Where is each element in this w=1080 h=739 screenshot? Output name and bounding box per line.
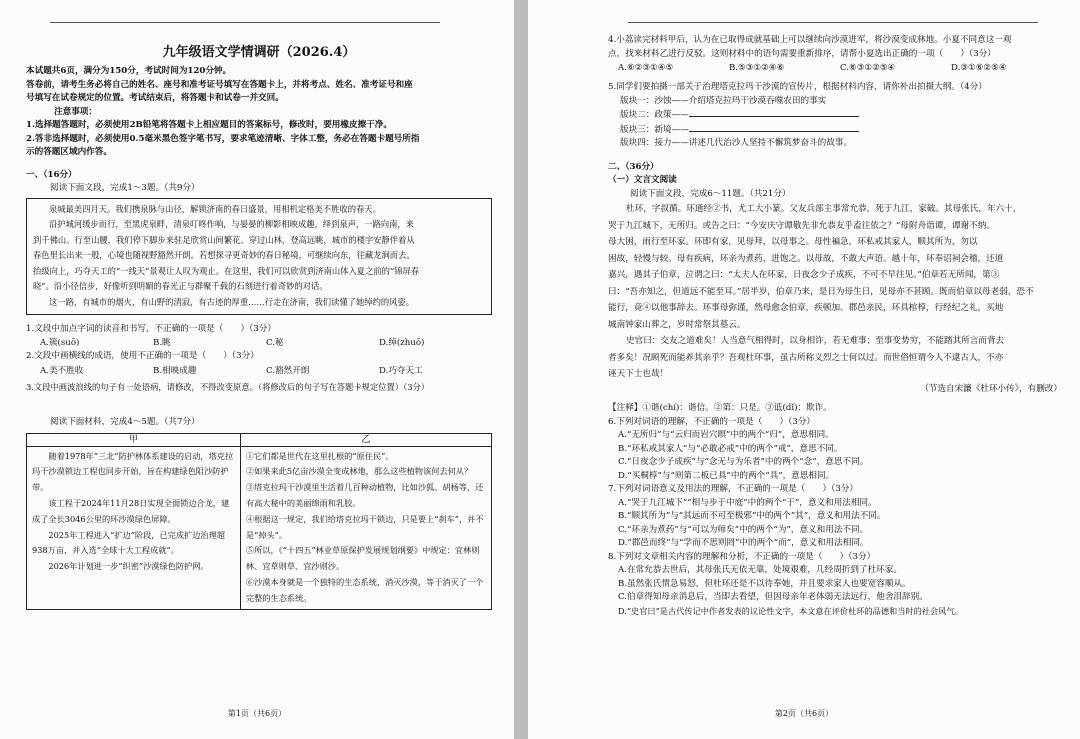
exam-page-2 <box>528 0 1080 739</box>
passage-box <box>26 198 492 315</box>
section-two-heading: 二、（36分） <box>608 161 659 172</box>
option[interactable]: D.③①⑥②⑤④ <box>951 63 1007 73</box>
question-5: 5.同学们要拍摄一部关于治理塔克拉玛干沙漠的宣传片，根据材料内容，请你补出拍摄大纲。（4分） <box>608 82 987 92</box>
question-4-line: 4.小荔读完材料甲后，认为在已取得成就基础上可以继续向沙漠进军，将沙漠变成林地。小夏不同意这一观 <box>608 35 1012 45</box>
material-jia <box>27 446 241 609</box>
classical-passage <box>608 201 1062 383</box>
question-2-options <box>26 364 492 378</box>
option[interactable]: B.“环私戒其家人”与“必敢必戒”中的两个“戒”，意思不同。 <box>618 443 843 454</box>
passage-line: 这一路，有城市的烟火，有山野的清寂，有古迹的厚重……行走在济南，我们读懂了她绰约的风姿。 <box>49 297 415 308</box>
header-rule <box>628 22 1038 23</box>
passage-line: 到千佛山。行至山腰，我们停下脚步来驻足欣赏山间繁花。穿过山林，登高远眺，城市的楼宇安静伴着从 <box>33 234 415 245</box>
annotation-note: 【注释】①谐(chí)：谐信。②第：只是。③诋(dǐ)：欺诈。 <box>608 403 832 413</box>
option[interactable]: C.“日夜念少子成疾”与“念无与为乐者”中的两个“念”，意思不同。 <box>618 457 869 467</box>
passage-line: 春色里长出来一般，心境也随视野豁然开朗。若想探寻更奇妙的春日秘境，可继续向东，往藏龙涧而去。 <box>33 250 415 261</box>
option[interactable]: D.绰(zhuō) <box>379 338 425 349</box>
option[interactable]: A.美不胜收 <box>40 365 84 376</box>
option[interactable]: A.“无所归”与“云归而岩穴暝”中的两个“归”，意思相同。 <box>618 430 834 440</box>
option[interactable]: C.秘 <box>266 338 284 349</box>
option[interactable]: A.⑥②③①④⑤ <box>618 63 674 73</box>
material-yi-sentence: ⑤所以，《“十四五”林业草原保护发展规划纲要》中规定：宜林则林、宜草则草、宜沙则沙。 <box>245 545 480 572</box>
reading-prompt-2: 阅读下面材料，完成4～5题。（共7分） <box>50 417 200 428</box>
outline-label: 版块三：新境—— <box>620 124 689 135</box>
option[interactable]: C.“环亲为煮药”与“可以为师矣”中的两个“为”，意义和用法不同。 <box>618 524 869 535</box>
passage-line: 泉城最美四月天。我们携泉脉与山径，解锁济南的春日盛景，用相机定格美不胜收的春天。 <box>49 203 381 214</box>
passage-line: 抬级向上，巧夺天工的“一线天”景观让人叹为观止。在这里，我们可以欣赏到济南山体入夏之前的“锦屏春 <box>33 265 420 276</box>
intro-line: 号填写在试卷规定的位置。考试结束后，将答题卡和试卷一并交回。 <box>26 93 284 103</box>
option[interactable]: C.伯章得知母亲消息后，当即去看望，但因母亲年老体弱无法远行，他舍泪辞别。 <box>618 592 928 602</box>
material-yi-sentence: ①它们都是世代在这里扎根的“原住民”。 <box>245 450 394 461</box>
answer-blank[interactable] <box>689 123 859 132</box>
question-7: 7.下列对词语意义及用法的理解，不正确的一项是（ ）（3分） <box>608 484 858 494</box>
option[interactable]: B.⑤③①②④⑥ <box>729 63 785 73</box>
classical-line: 城南钟家山葬之，岁时常祭其墓云。 <box>608 319 746 330</box>
page-number: 第2页（共6页） <box>774 709 834 718</box>
material-yi <box>240 446 491 609</box>
section-one-heading: 一、（16分） <box>26 169 77 180</box>
option[interactable]: A.“哭于九江城下”“相与步于中庭”中的两个“于”，意义和用法相同。 <box>618 497 877 508</box>
material-jia-para: 随着1978年“三北”防护林体系建设的启动，塔克拉玛干沙漠锁边工程也同步开始，旨在构建绿色阻沙防护带。 <box>32 450 234 493</box>
question-6: 6.下列对词语的理解，不正确的一项是（ ）（3分） <box>608 416 816 427</box>
classical-line: 诬天下士也哉！ <box>608 369 669 379</box>
option[interactable]: A.簇(suō) <box>40 338 80 349</box>
material-table <box>26 433 492 610</box>
classical-line: 曰：“吾亦知之，但道远不能至耳。”居半岁，伯章乃来，是日为母生日，见母亦不甚顾。既而伯章以母老弱，恐不 <box>608 286 1034 297</box>
table-header-yi: 乙 <box>240 433 491 446</box>
classical-line: 母大困，雨行至环家。环即有家，见母拜，以母事之。母性褊急，环私戒其家人，顺其所为，勿以 <box>608 237 978 247</box>
option[interactable]: D.“史官曰”是古代传记中作者发表的议论性文字，本文意在评价杜环的品德和当时的社会风气。 <box>618 605 963 616</box>
question-4-line: 点，找来材料乙进行反驳。这则材料中的语句需要重新排序，请帮小夏选出正确的一项（ ）（3分） <box>608 48 996 59</box>
notice-heading: 注意事项： <box>54 106 97 117</box>
reading-prompt-1: 阅读下面文段，完成1～3题。（共9分） <box>50 183 200 193</box>
exam-page-1 <box>0 0 514 739</box>
outline-line <box>608 108 1062 123</box>
classical-line: 史官曰：交友之道难矣！人当意气相得时，以身相许，若无难事；至事变势穷，不能踏其所言而背去 <box>626 336 1005 346</box>
question-4-options <box>608 61 1062 75</box>
option[interactable]: B.“顺其所为”与“其远而不可至极邪”中的两个“其”，意义和用法不同。 <box>618 511 886 521</box>
page-number: 第1页（共6页） <box>227 709 287 718</box>
option[interactable]: B.虽然张氏情急易怒，但杜环还是不以待奉她，并且要求家人也要宽容顺从。 <box>618 578 911 589</box>
subsection-heading: （一）文言文阅读 <box>608 175 677 185</box>
material-yi-sentence: ③塔克拉玛干沙漠里生活着几百种动植物，比如沙狐、胡杨等，还有高大秘中的美丽绵雨和乳胶。 <box>245 482 484 509</box>
material-yi-sentence: ④根据这一规定，我们给塔克拉玛干锁边，只是要上“刹车”，并不是“掉头”。 <box>245 513 484 540</box>
option[interactable]: C.⑥③①②⑤④ <box>840 63 896 73</box>
outline-line: 版块四：接力——讲述几代治沙人坚持不懈筑梦奋斗的故事。 <box>620 138 853 148</box>
question-2: 2.文段中画横线的成语，使用不正确的一项是（ ）（3分） <box>26 351 259 362</box>
option[interactable]: D.“买桐椁”与“则第二板已具”中的两个“具”，意思相同。 <box>618 470 835 481</box>
option[interactable]: C.豁然开朗 <box>266 365 310 376</box>
question-8: 8.下列对文章相关内容的理解和分析，不正确的一项是（ ）（3分） <box>608 551 876 562</box>
material-yi-sentence: ⑥沙漠本身就是一个独特的生态系统，消灭沙漠，等于消灭了一个完整的生态系统。 <box>245 577 484 603</box>
option[interactable]: B.眺 <box>153 338 171 349</box>
option[interactable]: B.相映成趣 <box>153 365 197 376</box>
classical-line: 杜环，字叔循。环通经②书，尤工大小篆。父友兵部主事常允恭，死于九江，家破。其母张氏，年六十， <box>626 204 1022 214</box>
classical-line: 哭于九江城下，无所归。或告之曰：“今安庆守谭敬先非允恭友乎盍往依之？”母附舟诣谭，谭谢不纳。 <box>608 220 995 231</box>
material-jia-para: 该工程于2024年11月28日实现全面锁边合龙，建成了全长3046公里的环沙漠绿色屏障。 <box>32 498 230 524</box>
material-jia-para: 2025年工程进入“扩边”阶段，已完成扩边治理超938万亩，并入选“全球十大工程成就”。 <box>32 529 225 556</box>
table-header-jia: 甲 <box>27 433 241 446</box>
classical-line: 困故，轻慢与较。母有疾病，环亲为煮药，进饱之。以母故，不敢大声语。越十年，环奉诏祠会稽，还道 <box>608 253 1004 264</box>
material-jia-para: 2026年计划进一步“织密”沙漠绿色防护网。 <box>48 561 209 572</box>
passage-line: 沿护城河缓步而行，至黑虎泉畔，清泉叮咚作响，与晏晏的柳影相映成趣，绎到泉声，一路向南，来 <box>49 219 415 230</box>
passage-source: （节选自宋濂《杜环小传》，有删改） <box>920 383 1062 394</box>
question-1-options <box>26 336 492 350</box>
intro-line: 本试题共6页，满分为150分，考试时间为120分钟。 <box>26 66 232 76</box>
outline-line: 版块一：沙蚀——介绍塔克拉玛干沙漠吞噬农田的事实 <box>620 95 827 106</box>
answer-blank[interactable] <box>689 108 859 117</box>
outline-line <box>608 123 1062 138</box>
outline-label: 版块二：政策—— <box>620 110 689 120</box>
question-3: 3.文段中画波浪线的句子有一处语病，请修改，不得改变原意。（将修改后的句子写在答题卡规定位置）（3分） <box>26 381 430 392</box>
intro-line: 示的答题区域内作答。 <box>26 147 112 157</box>
header-rule <box>50 22 440 23</box>
question-1: 1.文段中加点字词的读音和书写，不正确的一项是（ ）（3分） <box>26 323 276 334</box>
option[interactable]: D.“郡邑而终”与“学而不思则罔”中的两个“而”，意义和用法相同。 <box>618 538 869 548</box>
passage-line: 晓”。沿小径信步，好像听到明媚的春光正与群聚千载的石刻进行着奇妙的对话。 <box>33 281 328 292</box>
intro-line: 答卷前，请考生务必将自己的姓名、座号和准考证号填写在答题卡上，并将考点、姓名、准考证号和座 <box>26 79 413 90</box>
classical-line: 者多矣！况顾死而能养其亲乎？吾观杜环事，虽古所称义烈之士何以过。而世俗恒谓今人不逮古人，不亦 <box>608 352 1004 363</box>
intro-line: 1.选择题答题时，必须使用2B铅笔将答题卡上相应题目的答案标号，修改时，要用橡皮擦干净。 <box>26 120 392 130</box>
option[interactable]: D.巧夺天工 <box>379 365 423 376</box>
classical-line: 嘉兴，遇其子伯章，泣谓之曰：“太夫人在环家，日夜念少子成疾，不可不早往见。”伯章若无所闻，第③ <box>608 270 1000 280</box>
classical-line: 能行，竟④以他事辞去。环事母弥谨，然母愈念伯章，疾顿加。郡邑亲民，环具棺椁，行经纪之礼，买地 <box>608 303 1004 313</box>
material-yi-sentence: ②如果来此5亿亩沙漠全变成林地，那么这些植物该何去何从？ <box>245 466 473 477</box>
exam-title: 九年级语文学情调研（2026.4） <box>162 45 356 60</box>
option[interactable]: A.在常允恭去世后，其母张氏无依无靠，处境艰难，几经周折到了杜环家。 <box>618 565 902 575</box>
intro-line: 2.答非选择题时，必须使用0.5毫米黑色签字笔书写，要求笔迹清晰、字体工整，务必在答题卡题号所指 <box>26 133 420 144</box>
reading-prompt-3: 阅读下面文段，完成6～11题。（共21分） <box>630 188 791 199</box>
